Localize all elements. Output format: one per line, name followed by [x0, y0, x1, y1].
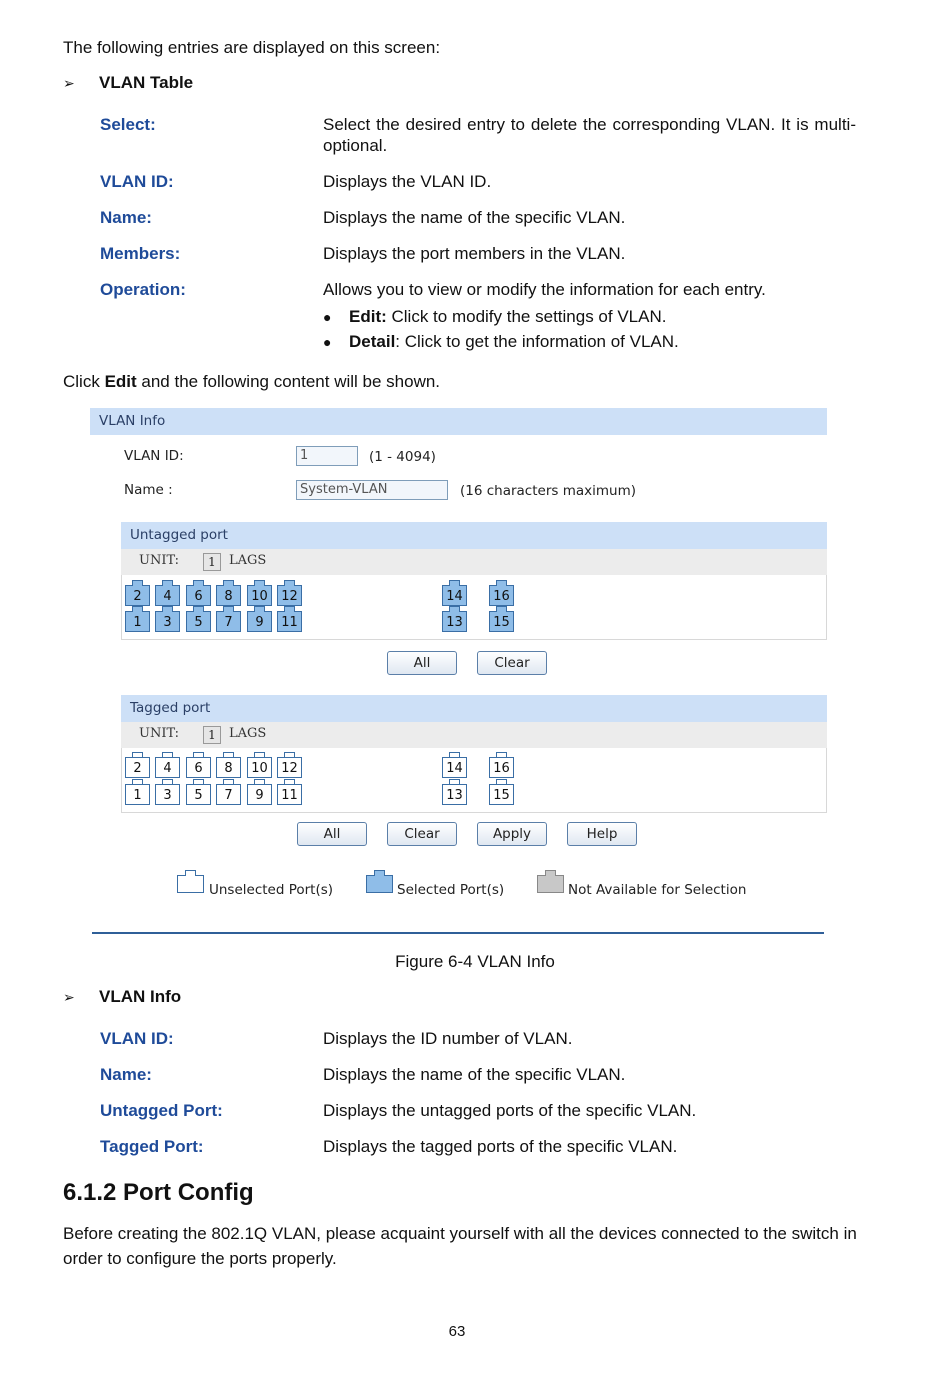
tagged-port-2[interactable]: 2 [125, 757, 150, 778]
untagged-port-2[interactable]: 2 [125, 585, 150, 606]
arrow-icon: ➢ [63, 989, 75, 1005]
bullet-icon: ● [323, 334, 332, 350]
page-number: 63 [448, 1323, 466, 1340]
untagged-port-1[interactable]: 1 [125, 611, 150, 632]
untagged-port-3[interactable]: 3 [155, 611, 180, 632]
bullet-edit [323, 307, 666, 327]
name-hint: (16 characters maximum) [460, 483, 636, 499]
bullet-detail [323, 332, 679, 352]
unit-label: UNIT: [139, 726, 180, 741]
unselected-port-icon [177, 875, 204, 893]
section-heading: 6.1.2 Port Config [63, 1179, 254, 1206]
tagged-unit-row [121, 722, 827, 748]
selected-port-icon [366, 875, 393, 893]
untagged-unit-row [121, 549, 827, 575]
untagged-port-8[interactable]: 8 [216, 585, 241, 606]
arrow-icon: ➢ [63, 75, 75, 91]
text: and the following content will be shown. [136, 372, 441, 391]
tagged-port-4[interactable]: 4 [155, 757, 180, 778]
help-button[interactable]: Help [567, 822, 637, 846]
term-operation: Operation: [100, 280, 186, 299]
tagged-port-7[interactable]: 7 [216, 784, 241, 805]
term-vlan-id: VLAN ID: [100, 172, 174, 191]
term-vlan-id: VLAN ID: [100, 1029, 174, 1048]
tagged-port-15[interactable]: 15 [489, 784, 514, 805]
tagged-port-8[interactable]: 8 [216, 757, 241, 778]
tagged-port-11[interactable]: 11 [277, 784, 302, 805]
lags-tab[interactable]: LAGS [229, 553, 267, 568]
unavailable-port-icon [537, 875, 564, 893]
tagged-port-1[interactable]: 1 [125, 784, 150, 805]
body-paragraph: Before creating the 802.1Q VLAN, please acquaint yourself with all the devices connected to the switch in order to configure the ports properly. [63, 1224, 857, 1268]
term-tagged-port: Tagged Port: [100, 1137, 204, 1156]
tagged-port-13[interactable]: 13 [442, 784, 467, 805]
untagged-port-10[interactable]: 10 [247, 585, 272, 606]
tagged-all-button[interactable]: All [297, 822, 367, 846]
desc-operation: Allows you to view or modify the information for each entry. [323, 280, 766, 299]
term-name: Name: [100, 208, 152, 227]
untagged-port-9[interactable]: 9 [247, 611, 272, 632]
bullet-bold: Detail [349, 332, 396, 351]
bullet-icon: ● [323, 309, 332, 325]
name-field[interactable]: System-VLAN [296, 480, 448, 500]
tagged-port-14[interactable]: 14 [442, 757, 467, 778]
tagged-header: Tagged port [121, 695, 827, 722]
tagged-port-panel [121, 748, 827, 813]
vlan-info-figure [90, 408, 828, 936]
tagged-clear-button[interactable]: Clear [387, 822, 457, 846]
vlan-id-label: VLAN ID: [124, 448, 184, 464]
text: Click [63, 372, 105, 391]
tagged-port-10[interactable]: 10 [247, 757, 272, 778]
desc-members: Displays the port members in the VLAN. [323, 244, 626, 263]
tagged-port-9[interactable]: 9 [247, 784, 272, 805]
desc-name: Displays the name of the specific VLAN. [323, 208, 626, 227]
untagged-port-6[interactable]: 6 [186, 585, 211, 606]
legend-unselected: Unselected Port(s) [209, 882, 334, 898]
section-title: VLAN Table [99, 73, 194, 92]
tagged-port-6[interactable]: 6 [186, 757, 211, 778]
desc-select: Select the desired entry to delete the corresponding VLAN. It is multi-optional. [323, 115, 856, 155]
term-select: Select: [100, 115, 156, 134]
untagged-port-5[interactable]: 5 [186, 611, 211, 632]
figure-divider [92, 932, 824, 934]
untagged-clear-button[interactable]: Clear [477, 651, 547, 675]
untagged-port-4[interactable]: 4 [155, 585, 180, 606]
desc-tagged-port: Displays the tagged ports of the specific VLAN. [323, 1137, 678, 1156]
untagged-port-7[interactable]: 7 [216, 611, 241, 632]
click-edit-text [63, 372, 440, 392]
figure-header: VLAN Info [90, 408, 827, 435]
legend-not-available: Not Available for Selection [568, 882, 747, 898]
bullet-text: : Click to get the information of VLAN. [395, 332, 679, 351]
vlan-id-field[interactable]: 1 [296, 446, 358, 466]
untagged-port-14[interactable]: 14 [442, 585, 467, 606]
apply-button[interactable]: Apply [477, 822, 547, 846]
unit-label: UNIT: [139, 553, 180, 568]
untagged-port-11[interactable]: 11 [277, 611, 302, 632]
section-vlan-info [63, 987, 181, 1007]
desc-untagged-port: Displays the untagged ports of the specific VLAN. [323, 1101, 697, 1120]
term-name: Name: [100, 1065, 152, 1084]
intro-text: The following entries are displayed on this screen: [63, 38, 441, 57]
untagged-port-15[interactable]: 15 [489, 611, 514, 632]
term-untagged-port: Untagged Port: [100, 1101, 223, 1120]
untagged-port-12[interactable]: 12 [277, 585, 302, 606]
untagged-port-panel [121, 575, 827, 640]
bullet-text: Click to modify the settings of VLAN. [386, 307, 667, 326]
desc-vlan-id: Displays the VLAN ID. [323, 172, 492, 191]
bullet-bold: Edit: [349, 307, 387, 326]
tagged-port-3[interactable]: 3 [155, 784, 180, 805]
term-members: Members: [100, 244, 181, 263]
tagged-port-12[interactable]: 12 [277, 757, 302, 778]
desc-name: Displays the name of the specific VLAN. [323, 1065, 626, 1084]
untagged-port-13[interactable]: 13 [442, 611, 467, 632]
vlan-id-hint: (1 - 4094) [369, 449, 436, 465]
untagged-all-button[interactable]: All [387, 651, 457, 675]
desc-vlan-id: Displays the ID number of VLAN. [323, 1029, 573, 1048]
tagged-port-5[interactable]: 5 [186, 784, 211, 805]
section-vlan-table [63, 73, 193, 93]
figure-caption: Figure 6-4 VLAN Info [395, 952, 555, 971]
unit-selector[interactable]: 1 [203, 726, 221, 744]
untagged-header: Untagged port [121, 522, 827, 549]
untagged-port-16[interactable]: 16 [489, 585, 514, 606]
lags-tab[interactable]: LAGS [229, 726, 267, 741]
unit-selector[interactable]: 1 [203, 553, 221, 571]
legend-selected: Selected Port(s) [397, 882, 505, 898]
section-title: VLAN Info [99, 987, 182, 1006]
name-label: Name : [124, 482, 173, 498]
bold-text: Edit [104, 372, 137, 391]
tagged-port-16[interactable]: 16 [489, 757, 514, 778]
